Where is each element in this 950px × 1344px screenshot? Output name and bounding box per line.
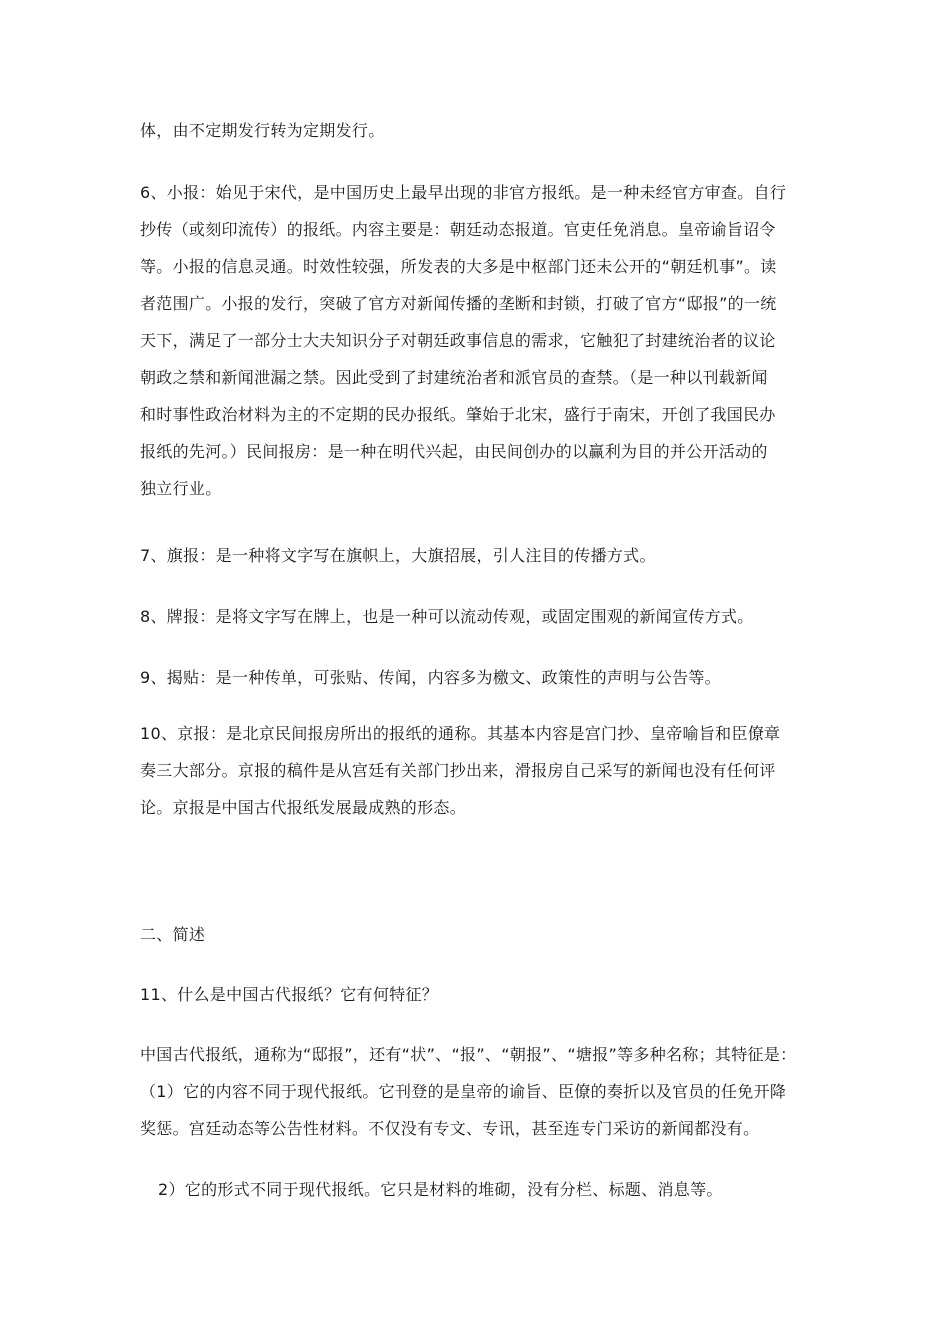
- text-line: 独立行业。: [140, 479, 222, 498]
- text-line: 9、揭贴：是一种传单，可张贴、传闻，内容多为檄文、政策性的声明与公告等。: [140, 668, 721, 687]
- text-line: 抄传（或刻印流传）的报纸。内容主要是：朝廷动态报道。官吏任免消息。皇帝谕旨诏令: [140, 220, 776, 239]
- text-line: 奖惩。宫廷动态等公告性材料。不仅没有专文、专讯，甚至连专门采访的新闻都没有。: [140, 1119, 760, 1138]
- paragraph-item-9: [140, 659, 820, 696]
- text-line: 6、小报：始见于宋代，是中国历史上最早出现的非官方报纸。是一种未经官方审查。自行: [140, 183, 787, 202]
- paragraph-item-7: [140, 537, 820, 574]
- question-11-block: [140, 976, 820, 1013]
- text-line: 奏三大部分。京报的稿件是从宫廷有关部门抄出来，滑报房自己采写的新闻也没有任何评: [140, 761, 776, 780]
- answer-11-point-2: [158, 1171, 838, 1208]
- text-line: 和时事性政治材料为主的不定期的民办报纸。肇始于北宋，盛行于南宋，开创了我国民办: [140, 405, 776, 424]
- text-line: 天下，满足了一部分士大夫知识分子对朝廷政事信息的需求，它触犯了封建统治者的议论: [140, 331, 776, 350]
- text-line: （1）它的内容不同于现代报纸。它刊登的是皇帝的谕旨、臣僚的奏折以及官员的任免开降: [140, 1082, 787, 1101]
- text-line: 8、牌报：是将文字写在牌上，也是一种可以流动传观，或固定围观的新闻宣传方式。: [140, 607, 754, 626]
- text-line: 等。小报的信息灵通。时效性较强，所发表的大多是中枢部门还未公开的“朝廷机事”。读: [140, 257, 777, 276]
- section-heading-block: [140, 916, 820, 953]
- paragraph-item-8: [140, 598, 820, 635]
- paragraph-item-10: [140, 715, 820, 826]
- text-line: 者范围广。小报的发行，突破了官方对新闻传播的垄断和封锁，打破了官方“邸报”的一统: [140, 294, 777, 313]
- text-line: 体，由不定期发行转为定期发行。: [140, 121, 385, 140]
- text-line: 论。京报是中国古代报纸发展最成熟的形态。: [140, 798, 467, 817]
- text-line: 中国古代报纸，通称为“邸报”，还有“状”、“报”、“朝报”、“塘报”等多种名称；其特征是：: [140, 1045, 797, 1064]
- text-line: 7、旗报：是一种将文字写在旗帜上，大旗招展，引人注目的传播方式。: [140, 546, 656, 565]
- paragraph-continuation: [140, 112, 820, 149]
- text-line: 报纸的先河。）民间报房：是一种在明代兴起，由民间创办的以赢利为目的并公开活动的: [140, 442, 768, 461]
- question-title: 11、什么是中国古代报纸？它有何特征？: [140, 985, 439, 1004]
- text-line: 朝政之禁和新闻泄漏之禁。因此受到了封建统治者和派官员的查禁。（是一种以刊载新闻: [140, 368, 768, 387]
- answer-11: [140, 1036, 820, 1147]
- text-line: 10、京报：是北京民间报房所出的报纸的通称。其基本内容是宫门抄、皇帝喻旨和臣僚章: [140, 724, 781, 743]
- paragraph-item-6: [140, 174, 820, 507]
- text-line: 2）它的形式不同于现代报纸。它只是材料的堆砌，没有分栏、标题、消息等。: [158, 1180, 723, 1199]
- section-heading: 二、简述: [140, 925, 206, 944]
